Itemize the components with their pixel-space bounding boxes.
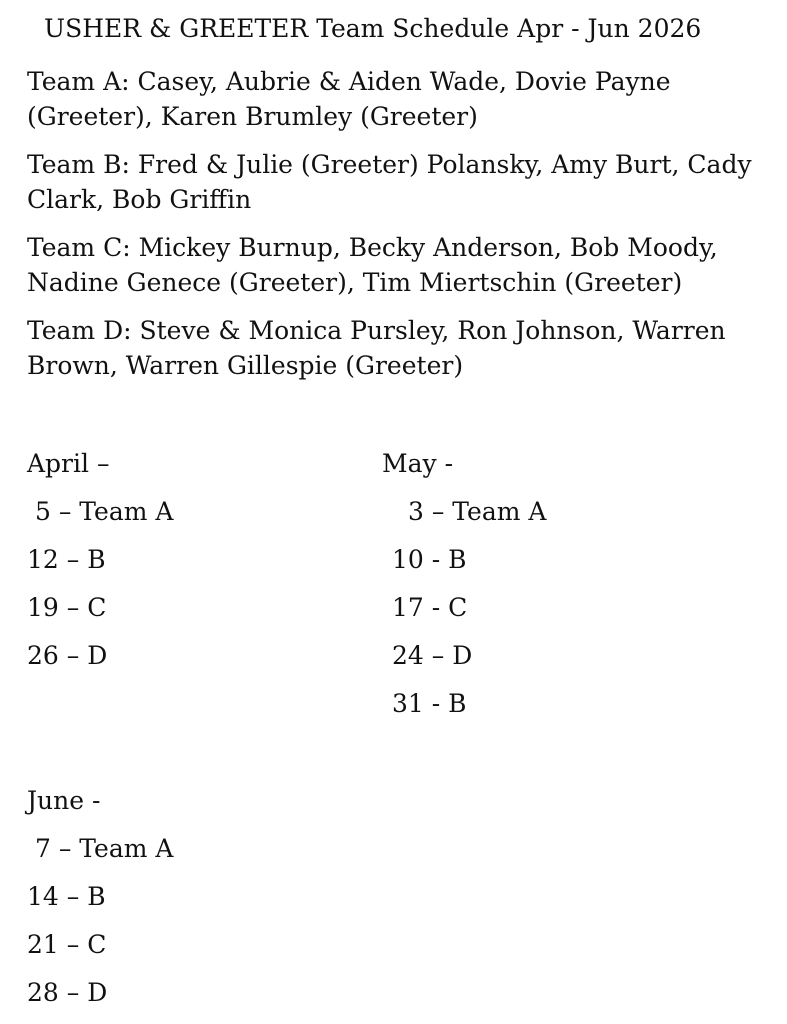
team-c-roster: Team C: Mickey Burnup, Becky Anderson, Bob Moody, Nadine Genece (Greeter), Tim Miertschin (Greeter) [27,233,718,297]
schedule-entry: 31 - B [392,689,467,718]
schedule-entry: 28 – D [27,978,108,1007]
team-d-roster: Team D: Steve & Monica Pursley, Ron Johnson, Warren Brown, Warren Gillespie (Greeter) [27,316,726,380]
schedule-entry: 7 – Team A [35,834,174,863]
month-heading: May - [382,449,454,478]
month-heading: April – [27,449,110,478]
june-schedule [27,777,173,1017]
april-schedule [27,440,173,680]
document-title: USHER & GREETER Team Schedule Apr - Jun 2026 [44,14,702,43]
schedule-entry: 24 – D [392,641,473,670]
month-heading: June - [27,786,101,815]
schedule-entry: 26 – D [27,641,108,670]
may-schedule [382,440,546,728]
schedule-entry: 14 – B [27,882,106,911]
schedule-entry: 5 – Team A [35,497,174,526]
schedule-entry: 12 – B [27,545,106,574]
schedule-entry: 21 – C [27,930,107,959]
team-a-roster: Team A: Casey, Aubrie & Aiden Wade, Dovie Payne (Greeter), Karen Brumley (Greeter) [27,67,671,131]
team-b-roster: Team B: Fred & Julie (Greeter) Polansky, Amy Burt, Cady Clark, Bob Griffin [27,150,752,214]
schedule-entry: 10 - B [392,545,467,574]
schedule-entry: 3 – Team A [408,497,547,526]
schedule-entry: 17 - C [392,593,468,622]
schedule-entry: 19 – C [27,593,107,622]
